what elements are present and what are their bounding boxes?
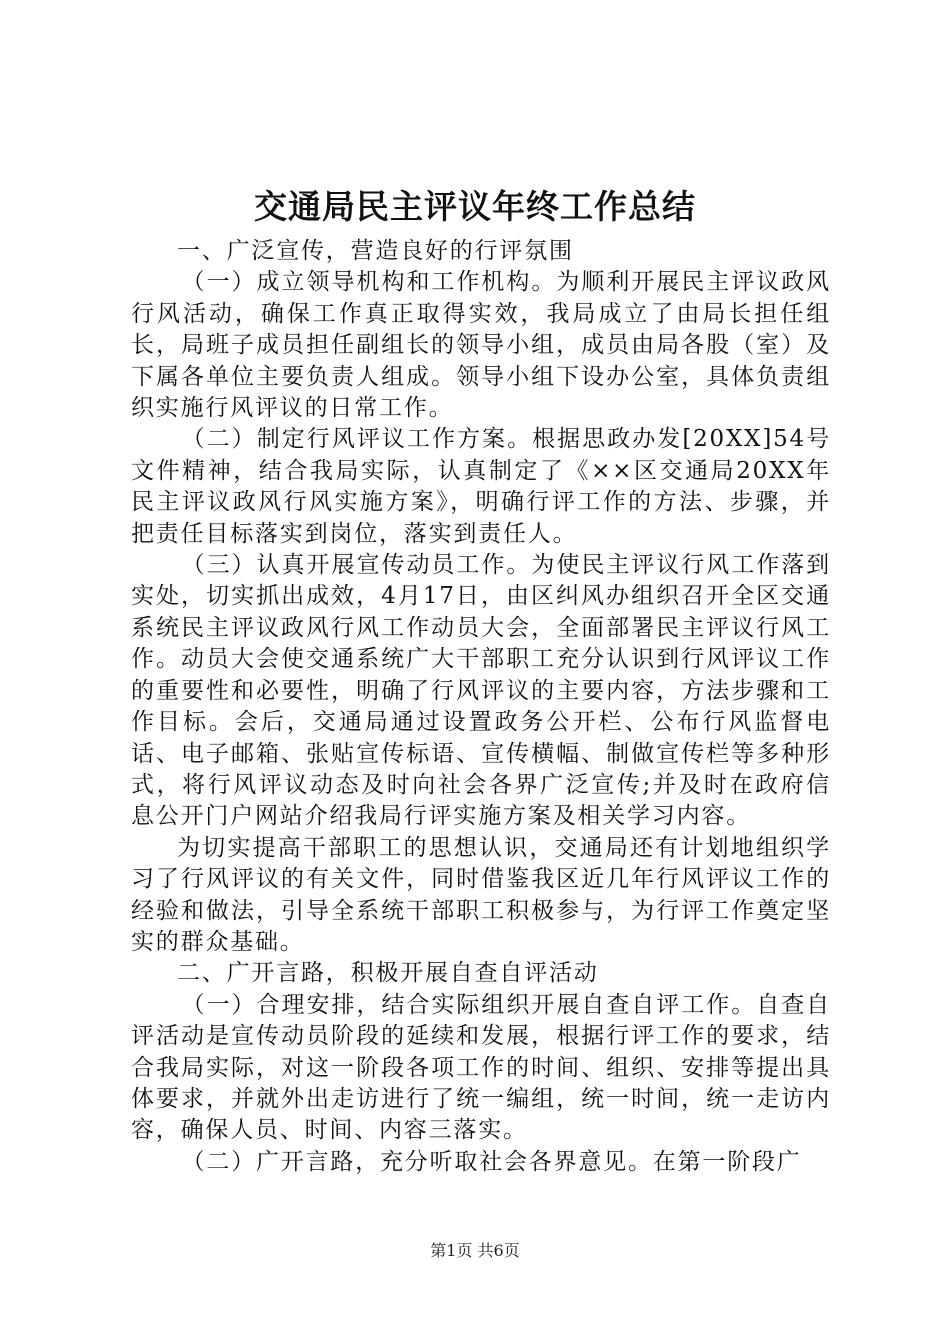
paragraph-1-1: （一）成立领导机构和工作机构。为顺利开展民主评议政风行风活动，确保工作真正取得实效，我局成立了由局长担任组长，局班子成员担任副组长的领导小组，成员由局各股（室）及下属各单位主要负责人组成。领导小组下设办公室，具体负责组织实施行风评议的日常工作。 [131, 269, 831, 422]
paragraph-2-2: （二）广开言路，充分听取社会各界意见。在第一阶段广 [181, 1148, 802, 1175]
paragraph-1-3: （三）认真开展宣传动员工作。为使民主评议行风工作落到实处，切实抓出成效，4月17日，由区纠风办组织召开全区交通系统民主评议政风行风工作动员大会，全面部署民主评议行风工作。动员大会使交通系统广大干部职工充分认识到行风评议工作的重要性和必要性，明确了行风评议的主要内容，方法步骤和工作目标。会后，交通局通过设置政务公开栏、公布行风监督电话、电子邮箱、张贴宣传标语、宣传横幅、制做宣传栏等多种形式，将行风评议动态及时向社会各界广泛宣传;并及时在政府信息公开门户网站介绍我局行评实施方案及相关学习内容。 [131, 552, 831, 830]
paragraph-1-2: （二）制定行风评议工作方案。根据思政办发[20XX]54号文件精神，结合我局实际，认真制定了《××区交通局20XX年民主评议政风行风实施方案》，明确行评工作的方法、步骤，并把责任目标落实到岗位，落实到责任人。 [131, 426, 831, 547]
page-number: 第1页 共6页 [430, 1241, 520, 1260]
document-title: 交通局民主评议年终工作总结 [254, 187, 696, 226]
paragraph-1-4: 为切实提高干部职工的思想认识，交通局还有计划地组织学习了行风评议的有关文件，同时借鉴我区近几年行风评议工作的经验和做法，引导全系统干部职工积极参与，为行评工作奠定坚实的群众基础。 [131, 834, 831, 955]
document-body [131, 236, 831, 1178]
paragraph-2-1: （一）合理安排，结合实际组织开展自查自评工作。自查自评活动是宣传动员阶段的延续和发展，根据行评工作的要求，结合我局实际，对这一阶段各项工作的时间、组织、安排等提出具体要求，并就外出走访进行了统一编组，统一时间，统一走访内容，确保人员、时间、内容三落实。 [131, 991, 831, 1144]
section-heading-1: 一、广泛宣传，营造良好的行评氛围 [177, 238, 574, 264]
section-heading-2: 二、广开言路，积极开展自查自评活动 [177, 960, 599, 987]
